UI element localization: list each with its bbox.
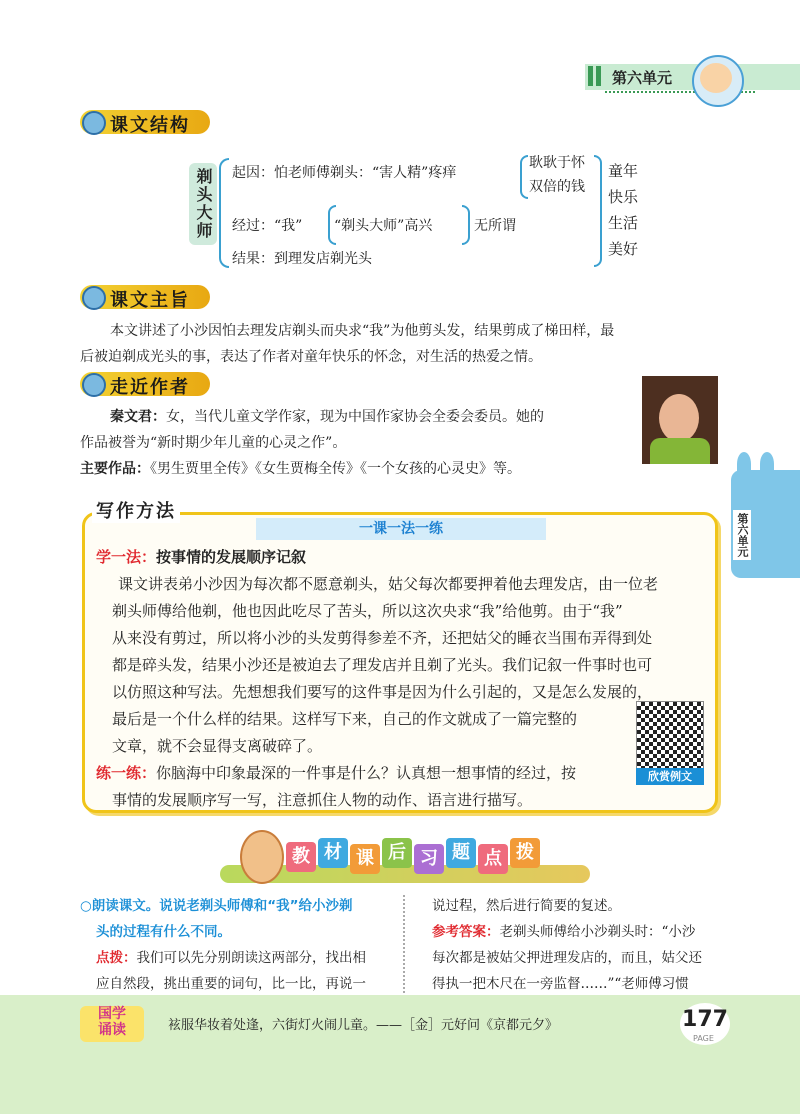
- writing-line: 课文讲表弟小沙因为每次都不愿意剃头，姑父每次都要押着他去理发店，由一位老: [118, 575, 659, 593]
- banner-cube: 拨: [510, 838, 540, 868]
- banner-cube: 题: [446, 838, 476, 868]
- practice-line: 事情的发展顺序写一写，注意抓住人物的动作、语言进行描写。: [112, 791, 533, 809]
- learn-label: 学一法：: [96, 548, 157, 566]
- banner-cube: 后: [382, 838, 412, 868]
- cartoon-character-icon: [240, 830, 284, 884]
- practice-label: 练一练：: [96, 764, 157, 782]
- writing-line: 都是碎头发，结果小沙还是被迫去了理发店并且剃了光头。我们记叙一件事时也可: [112, 656, 653, 674]
- structure-bracket: [462, 205, 470, 245]
- structure-row2-a: 经过：“我”: [232, 218, 303, 234]
- banner-cube: 习: [414, 844, 444, 874]
- magnifier-icon: [82, 373, 106, 397]
- structure-summary: 快乐: [608, 188, 639, 206]
- exercise-question: ○朗读课文。说说老剃头师傅和“我”给小沙剃: [80, 898, 353, 914]
- works-label: 主要作品：: [80, 461, 150, 477]
- writing-method-heading: 写作方法: [92, 497, 180, 523]
- author-photo: [642, 376, 718, 464]
- magnifier-icon: [82, 111, 106, 135]
- exercise-answer: 参考答案：老剃头师傅给小沙剃头时：“小沙: [432, 924, 696, 940]
- writing-line: 剃头师傅给他剃，他也因此吃尽了苦头，所以这次央求“我”给他剪。由于“我”: [112, 602, 623, 620]
- column-divider: [403, 895, 405, 993]
- author-line: 作品被誉为“新时期少年儿童的心灵之作”。: [80, 435, 347, 451]
- learn-heading: [96, 544, 306, 571]
- header-bar: [596, 66, 601, 86]
- page-word: PAGE: [693, 1034, 714, 1043]
- structure-summary: 童年: [608, 162, 639, 180]
- answer-label: 参考答案：: [432, 924, 500, 940]
- qr-label[interactable]: 欣赏例文: [636, 768, 704, 785]
- exercise-hint: 点拨：我们可以先分别朗读这两部分，找出相: [96, 950, 366, 966]
- exercise-right: 每次都是被姑父押进理发店的，而且，姑父还: [432, 950, 702, 966]
- theme-line: 后被迫剃成光头的事，表达了作者对童年快乐的怀念，对生活的热爱之情。: [80, 349, 542, 365]
- works-list: 《男生贾里全传》《女生贾梅全传》《一个女孩的心灵史》等。: [150, 461, 521, 477]
- structure-title: 剃头大师: [189, 163, 217, 245]
- exercise-right: 得执一把木尺在一旁监督……”“老师傅习惯: [432, 976, 689, 992]
- author-works: [80, 456, 521, 482]
- writing-line: 以仿照这种写法。先想想我们要写的这件事是因为什么引起的，又是怎么发展的，: [112, 683, 653, 701]
- page-number: 177: [680, 1003, 730, 1045]
- structure-bracket: [219, 158, 229, 268]
- writing-line: 文章，就不会显得支离破碎了。: [112, 737, 323, 755]
- writing-subtitle: 一课一法一练: [256, 518, 546, 540]
- author-name: 秦文君：: [110, 409, 166, 425]
- qr-code[interactable]: [636, 701, 704, 769]
- writing-line: 从来没有剪过，所以将小沙的头发剪得参差不齐，还把姑父的睡衣当围布弄得到处: [112, 629, 653, 647]
- structure-row3: 结果：到理发店剃光头: [232, 251, 372, 267]
- exercise-right: 说过程，然后进行简要的复述。: [432, 898, 621, 914]
- mascot-face-icon: [700, 63, 732, 93]
- structure-row1: 起因：怕老师傅剃头：“害人精”疼痒: [232, 165, 457, 181]
- banner-cube: 点: [478, 844, 508, 874]
- magnifier-icon: [82, 286, 106, 310]
- structure-row2-b: “剃头大师”高兴: [334, 218, 433, 234]
- author-bio: 女，当代儿童文学作家，现为中国作家协会全委会委员。她的: [166, 409, 544, 425]
- structure-summary: 美好: [608, 240, 639, 258]
- header-bar: [588, 66, 593, 86]
- structure-row1-right-a: 耿耿于怀: [529, 155, 585, 171]
- author-line: [110, 404, 544, 430]
- banner-cube: 课: [350, 844, 380, 874]
- learn-title: 按事情的发展顺序记叙: [156, 548, 307, 566]
- structure-bracket: [594, 155, 602, 267]
- footer-poem: 袨服华妆着处逢，六街灯火闹儿童。——［金］元好问《京都元夕》: [168, 1018, 559, 1033]
- exercise-question: 头的过程有什么不同。: [96, 924, 231, 940]
- structure-bracket: [520, 155, 528, 199]
- exercise-hint: 应自然段，挑出重要的词句，比一比，再说一: [96, 976, 366, 992]
- practice-line: 练一练：你脑海中印象最深的一件事是什么？认真想一想事情的经过，按: [96, 764, 577, 782]
- guoxue-badge: 国学 诵读: [80, 1006, 144, 1042]
- banner-cube: 材: [318, 838, 348, 868]
- writing-line: 最后是一个什么样的结果。这样写下来，自己的作文就成了一篇完整的: [112, 710, 578, 728]
- unit-title: 第六单元: [612, 69, 673, 87]
- banner-cube: 教: [286, 842, 316, 872]
- structure-summary: 生活: [608, 214, 639, 232]
- hint-label: 点拨：: [96, 950, 137, 966]
- structure-row1-right-b: 双倍的钱: [529, 179, 585, 195]
- side-tab-label: 第六单元: [733, 510, 751, 560]
- theme-line: 本文讲述了小沙因怕去理发店剃头而央求“我”为他剪头发，结果剪成了梯田样，最: [110, 323, 615, 339]
- structure-row2-c: 无所谓: [474, 218, 516, 234]
